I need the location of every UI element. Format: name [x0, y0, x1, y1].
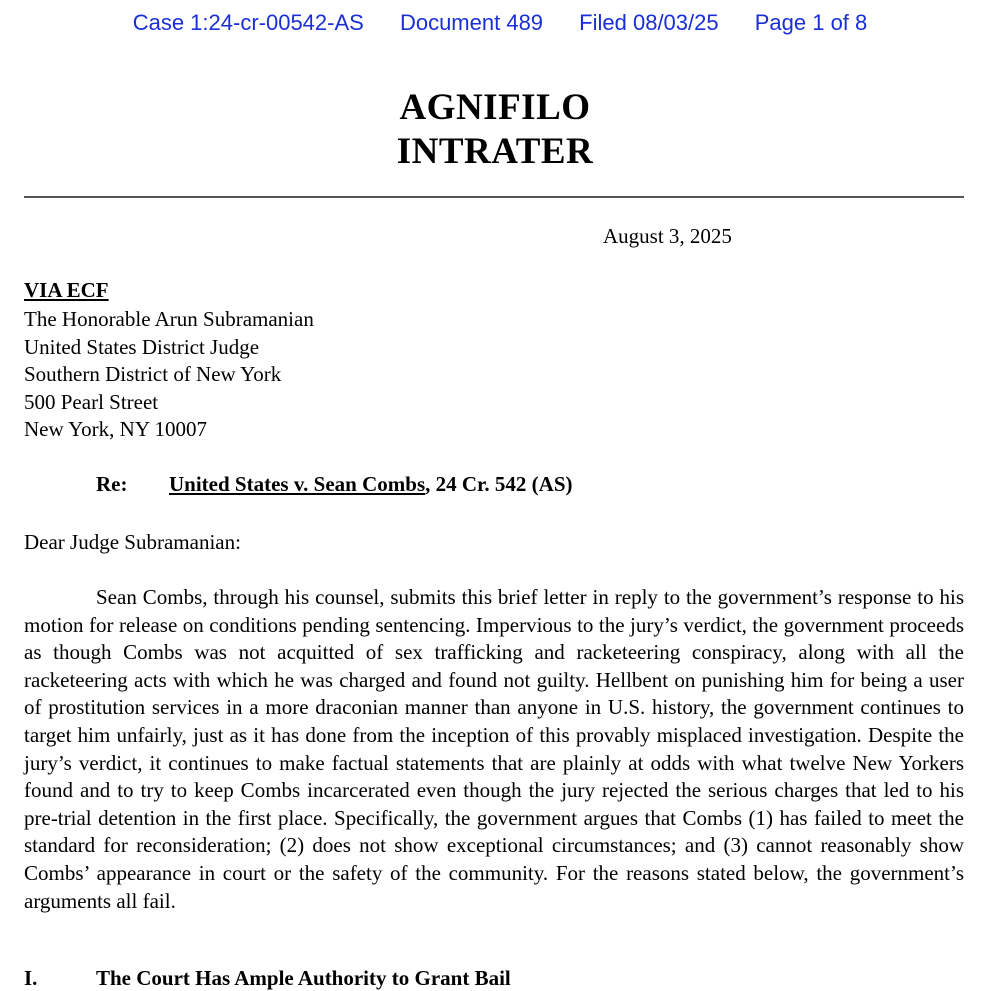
recipient-address: [24, 306, 314, 444]
page-indicator: Page 1 of 8: [754, 10, 868, 35]
address-line: United States District Judge: [24, 334, 260, 359]
ecf-filing-header: [0, 10, 1000, 36]
letterhead-line-2: INTRATER: [396, 131, 594, 172]
section-heading: [24, 966, 511, 991]
section-title: The Court Has Ample Authority to Grant Bail: [96, 966, 511, 990]
document-number: Document 489: [399, 10, 544, 35]
address-line: Southern District of New York: [24, 362, 282, 386]
re-case-name: United States v. Sean Combs: [169, 472, 426, 496]
section-number: I.: [24, 966, 38, 990]
letterhead-divider: [24, 196, 964, 198]
salutation: Dear Judge Subramanian:: [24, 530, 241, 554]
re-docket: , 24 Cr. 542 (AS): [425, 472, 573, 496]
re-line: [96, 472, 573, 497]
filed-date: Filed 08/03/25: [579, 10, 719, 35]
case-number: Case 1:24-cr-00542-AS: [132, 10, 364, 35]
letterhead-line-1: AGNIFILO: [399, 87, 591, 128]
address-line: New York, NY 10007: [24, 417, 207, 441]
letter-date: August 3, 2025: [603, 224, 732, 248]
firm-letterhead: [0, 86, 990, 174]
re-label: Re:: [96, 472, 128, 496]
address-line: 500 Pearl Street: [24, 389, 159, 414]
address-line: The Honorable Arun Subramanian: [24, 307, 314, 331]
body-paragraph: Sean Combs, through his counsel, submits this brief letter in reply to the government’s response to his motion for release on conditions pending sentencing. Impervious to the jury’s verdict, the government proceeds as though Combs was not acquitted of sex trafficking and racketeering conspiracy, along with all the racketeering acts with which he was charged and found not guilty. Hellbent on punishing him for being a user of prostitution services in a more draconian manner than anyone in U.S. history, the government continues to target him unfairly, just as it has done from the inception of this provably misplaced investigation. Despite the jury’s verdict, it continues to make factual statements that are plainly at odds with what twelve New Yorkers found and to try to keep Combs incarcerated even though the jury rejected the serious charges that led to his pre-trial detention in the first place. Specifically, the government argues that Combs (1) has failed to meet the standard for reconsideration; (2) does not show exceptional circumstances; and (3) cannot reasonably show Combs’ appearance in court or the safety of the community. For the reasons stated below, the government’s arguments all fail.: [24, 585, 964, 913]
delivery-method: VIA ECF: [24, 278, 109, 302]
